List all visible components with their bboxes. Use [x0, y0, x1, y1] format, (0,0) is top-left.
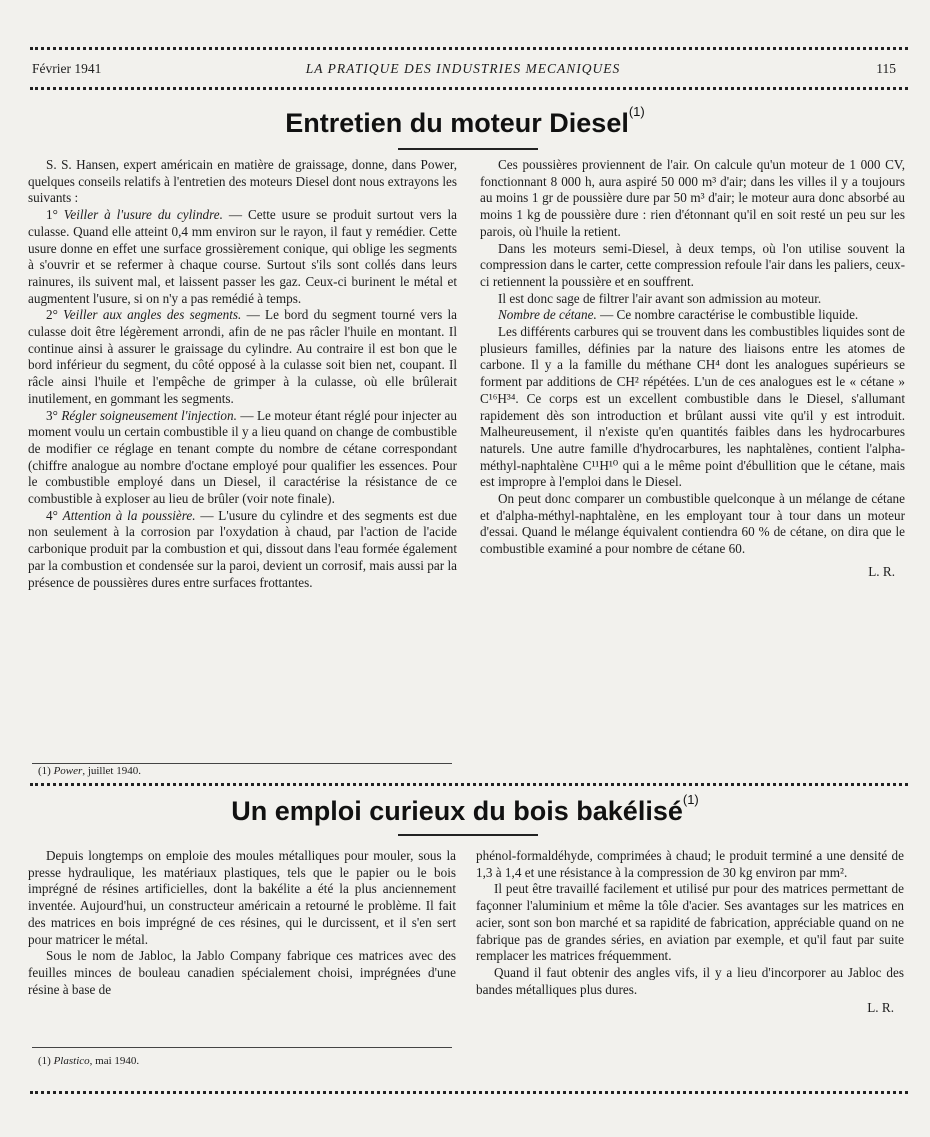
article-1-paragraph: Nombre de cétane. — Ce nombre caractérise le combustible liquide.	[498, 307, 859, 323]
article-1-intro: S. S. Hansen, expert américain en matière de graissage, donne, dans Power, quelques conseils relatifs à l'entretien des moteurs Diesel dont nous extrayons les suivants :	[28, 157, 457, 206]
article-2-title-underline	[398, 834, 538, 836]
article-2-left-column	[28, 848, 456, 998]
running-header	[30, 58, 896, 80]
article-1-title	[0, 104, 930, 139]
header-rule	[30, 87, 908, 90]
article-2-paragraph: Depuis longtemps on emploie des moules métalliques pour mouler, sous la presse hydraulique, les matériaux plastiques, tels que le papier ou le bois imprégné de résines artificielles, dont la bakélite a été la plus anciennement inventée. Aujourd'hui, un constructeur américain a retourné le problème. Il fait des matrices en bois imprégné de ces résines, qui le durcissent, et il s'en sert pour matricer le métal.	[28, 848, 456, 947]
article-1-signature: L. R.	[868, 563, 895, 579]
article-2-paragraph: phénol-formaldéhyde, comprimées à chaud; le produit terminé a une densité de 1,3 à 1,4 et une résistance à la compression de 30 kg environ par mm².	[476, 848, 904, 880]
article-2-note-mark: (1)	[682, 792, 699, 807]
article-2-title	[0, 792, 930, 827]
page-number: 115	[876, 61, 896, 76]
journal-title: LA PRATIQUE DES INDUSTRIES MECANIQUES	[305, 61, 621, 76]
article-1-paragraph: Il est donc sage de filtrer l'air avant son admission au moteur.	[498, 290, 822, 306]
article-1-footnote: (1) Power, juillet 1940.	[38, 765, 141, 777]
article-2-paragraph: Il peut être travaillé facilement et utilisé pur pour des matrices permettant de façonner l'aluminium et même la tôle d'acier. Ses avantages sur les matrices en acier, sont son bon marché et sa rapidité de fabrication, appréciable quand on ne fabrique pas de grandes séries, en aviation par exemple, et qu'il faut par suite remplacer les matrices fréquemment.	[476, 881, 904, 964]
section-divider-rule	[30, 783, 908, 786]
article-1-paragraph: Dans les moteurs semi-Diesel, à deux temps, où l'on utilise souvent la compression dans le carter, cette compression refoule l'air dans les paliers, ceux-ci retiennent la poussière et en souffrent.	[480, 240, 905, 289]
article-1-title-text: Entretien du moteur Diesel	[285, 108, 629, 138]
article-1-footnote-rule	[32, 763, 452, 764]
article-1-right-column	[480, 157, 905, 581]
article-2-footnote: (1) Plastico, mai 1940.	[38, 1055, 140, 1067]
top-rule	[30, 47, 908, 50]
article-1-point: 3° Régler soigneusement l'injection. — Le moteur étant réglé pour injecter au moment voulu un certain combustible il y a lieu quand on change de combustible de modifier ce réglage en tenant compte du nombre de cétane correspondant (chiffre analogue au nombre d'octane employé pour qualifier les essences. Pour le combustible employé dans un Diesel, il caractérise la résistance de ce combustible à exploser au lieu de brûler (voir note finale).	[28, 407, 457, 507]
article-1-paragraph: Les différents carbures qui se trouvent dans les combustibles liquides sont de plusieurs familles, définies par la nature des liaisons entre les atomes de carbone. Il y a la famille du méthane CH⁴ dont les analogues supérieurs se forment par additions de CH² répétées. L'un de ces analogues est le « cétane » C¹⁶H³⁴. Ce corps est un excellent combustible dans le Diesel, s'allumant rapidement dès son introduction et brûlant aussi vite qu'il y est introduit. Malheureusement, il n'existe qu'en quantités faibles dans les hydrocarbures naturels. Une autre famille d'hydrocarbures, les naphtalènes, contient l'alpha-méthyl-naphtalène C¹¹H¹⁰ qui a le même point d'ébullition que le cétane, mais est impropre à l'emploi dans le Diesel.	[480, 324, 905, 490]
article-1-point: 1° Veiller à l'usure du cylindre. — Cette usure se produit surtout vers la culasse. Quand elle atteint 0,4 mm environ sur le rayon, il faut y remédier. Cette usure donne en effet une surface grossièrement conique, qui oblige les segments à s'ouvrir et se refermer à chaque course. Surtout s'ils sont collés dans leurs rainures, ils suivent mal, et laissent passer les gaz. Ceux-ci burinent le métal et augmentent l'usure, si on n'y a pas remédié à temps.	[28, 207, 457, 306]
article-1-point: 2° Veiller aux angles des segments. — Le bord du segment tourné vers la culasse doit être légèrement arrondi, afin de ne pas râcler l'huile en montant. Il continue ainsi à assurer le graissage du cylindre. Au contraire il est bon que le bord inférieur du segment, du côté opposé à la culasse soit bien net, coupant. Il râcle ainsi l'huile et l'empêche de grimper à la culasse, où elle brûlerait inutilement, en gommant les segments.	[28, 307, 457, 406]
article-2-paragraph: Quand il faut obtenir des angles vifs, il y a lieu d'incorporer au Jabloc des bandes métalliques plus dures.	[476, 964, 904, 997]
bottom-rule	[30, 1091, 908, 1094]
article-1-title-underline	[398, 148, 538, 150]
article-2-right-column	[476, 848, 904, 1017]
article-1-point: 4° Attention à la poussière. — L'usure du cylindre et des segments est due non seulement à la corrosion par l'oxydation à chaud, par l'action de l'acide carbonique produit par la combustion et qui, dissout dans l'eau formée également par la combustion et condensée sur la paroi, devient un corrosif, mais aussi par la présence de poussières dures entre surfaces frottantes.	[28, 507, 457, 590]
article-1-paragraph: Ces poussières proviennent de l'air. On calcule qu'un moteur de 1 000 CV, fonctionnant 8 000 h, aura aspiré 50 000 m³ d'air; dans les villes il y a toujours au moins 1 gr de poussière dure par 50 m³ d'air; le moteur aura donc absorbé au moins 1 kg de poussière dure : rien d'étonnant qu'il en soit resté un peu sur les parois, où l'huile la retient.	[480, 157, 905, 239]
article-2-title-text: Un emploi curieux du bois bakélisé	[231, 796, 683, 826]
article-2-signature: L. R.	[867, 1000, 894, 1016]
article-1-note-mark: (1)	[628, 104, 645, 119]
issue-date: Février 1941	[32, 61, 102, 76]
article-2-paragraph: Sous le nom de Jabloc, la Jablo Company fabrique ces matrices avec des feuilles minces de bouleau canadien spécialement choisi, imprégnées d'une résine à base de	[28, 948, 456, 997]
article-1-paragraph: On peut donc comparer un combustible quelconque à un mélange de cétane et d'alpha-méthyl-naphtalène, en les employant tour à tour dans un moteur d'essai. Quand le mélange équivalent contiendra 60 % de cétane, on dira que le combustible examiné a pour nombre de cétane 60.	[480, 491, 905, 557]
article-2-footnote-rule	[32, 1047, 452, 1048]
article-1-left-column	[28, 157, 457, 591]
